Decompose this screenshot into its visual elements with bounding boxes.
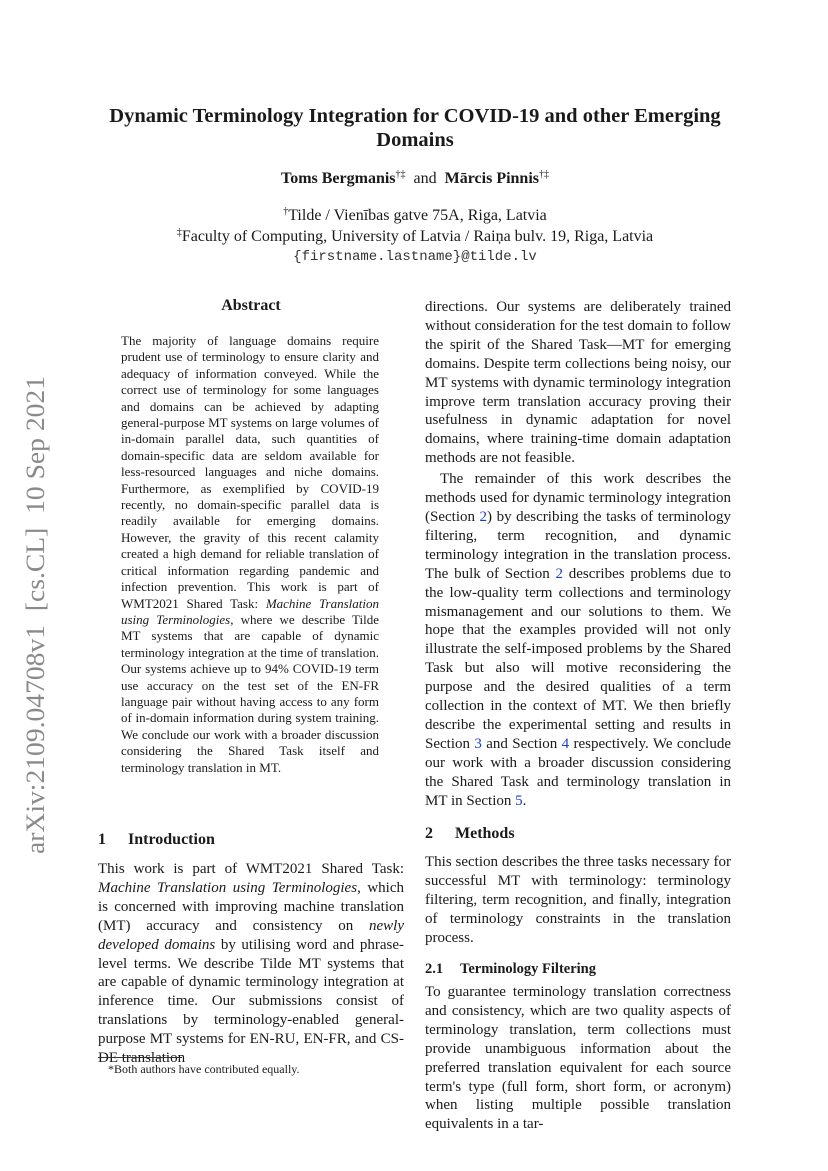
section-1-title: Introduction [128,831,215,848]
ref-section-5-link[interactable]: 5 [515,792,523,809]
author-1-name: Toms Bergmanis [280,170,396,187]
right-column [425,298,731,1134]
abstract-text-1: The majority of language domains require prudent use of terminology to ensure clarity and adequacy of information conveyed. While the correct use of terminology for some languages and domains can be achieved by adapting general-purpose MT systems on large volumes of in-domain parallel data, such quantities of domain-specific data are seldom available for less-resourced languages and niche domains. Furthermore, as exemplified by COVID-19 recently, no domain-specific parallel data is readily available for emerging domains. However, the gravity of this recent calamity created a high demand for reliable translation of critical information regarding pandemic and infection prevention. This work is part of WMT2021 Shared Task: [121,333,379,611]
outline-text-2: ) by describing the tasks of terminology filtering, term recognition, and dynamic terminology integration in the translation process. The bulk of Section [425,508,731,582]
section-2-title: Methods [455,825,515,843]
abstract-text-2: , where we describe Tilde MT systems that are capable of dynamic terminology integration at the time of translation. Our systems achieve up to 94% COVID-19 term use accuracy on the test set of the EN-FR language pair without having access to any form of in-domain information during system training. We conclude our work with a broader discussion considering the Shared Task itself and terminology translation in MT. [121,611,380,775]
section-1-number: 1 [98,831,106,848]
intro-task-name: Machine Translation using Terminologies [98,879,358,896]
footnote: *Both authors have contributed equally. [108,1062,300,1076]
affiliation-2-text: Faculty of Computing, University of Latvia / Raiņa bulv. 19, Riga, Latvia [181,228,654,245]
section-2-heading [425,824,731,844]
abstract-task-name: Machine Translation using Terminologies [121,595,379,627]
author-2-marks: †‡ [539,169,549,180]
author-separator: and [413,170,437,187]
outline-text-5: respectively. We conclude our work with a broader discussion considering the Shared Task and terminology translation in MT in Section [425,735,732,809]
affiliation-1-mark: † [283,206,289,217]
intro-text-1: This work is part of WMT2021 Shared Task: [98,861,404,877]
intro-text-2: , which is concerned with improving machine translation (MT) accuracy and consistency on [98,879,404,934]
affiliation-1-text: Tilde / Vienības gatve 75A, Riga, Latvia [288,207,547,224]
filtering-paragraph: To guarantee terminology translation correctness and consistency, which are two quality aspects of terminology translation, term collections must provide unambiguous information about the preferred translation equivalent for each source term's type (full form, short form, or acronym) when listing multiple possible translation equivalents in a tar- [425,984,731,1133]
section-1-heading [98,830,404,850]
author-1-marks: †‡ [395,169,406,180]
paper-title: Dynamic Terminology Integration for COVID-19 and other Emerging Domains [109,105,721,151]
author-2-name: Mārcis Pinnis [444,170,539,187]
subsection-2-1-number: 2.1 [425,961,444,977]
arxiv-identifier-text: arXiv:2109.04708v1 [cs.CL] 10 Sep 2021 [21,403,50,854]
intro-text-3: by utilising word and phrase-level terms. We describe Tilde MT systems that are capable of dynamic terminology integration at inference time. Our submissions consist of translations by terminology-enabled general-purpose MT systems for EN-RU, EN-FR, and CS-DE translation [98,936,404,1067]
intro-emphasis: newly developed domains [98,917,404,953]
affiliation-2 [100,227,730,247]
author-email: {firstname.lastname}@tilde.lv [293,249,537,265]
ref-section-3-link[interactable]: 3 [474,735,482,752]
intro-continuation: directions. Our systems are deliberately trained without consideration for the test domain to follow the spirit of the Shared Task—MT for emerging domains. Despite term collections being noisy, our MT systems with dynamic terminology integration improve term translation accuracy proving their usefulness in dynamic adaptation for novel domains, where training-time domain adaptation methods are not feasible. [425,299,731,467]
subsection-2-1-title: Terminology Filtering [460,961,596,977]
abstract-heading: Abstract [221,297,281,314]
left-column [98,830,404,1068]
author-line [100,169,730,189]
section-2-number: 2 [425,825,433,843]
abstract-body [121,333,379,776]
subsection-2-1-heading [425,960,731,978]
ref-section-2-link-2[interactable]: 2 [555,565,563,582]
outline-text-6: . [522,792,527,809]
outline-text-1: The remainder of this work describes the methods used for dynamic terminology integration (Section [425,471,731,525]
outline-paragraph [425,470,731,810]
arxiv-identifier [6,370,56,860]
outline-text-3: describes problems due to the low-quality term collections and terminology mismanagement and our solutions to them. We hope that the examples provided will not only illustrate the self-imposed problems by the Shared Task but also will motive reconsidering the purpose and the desired qualities of a term collection in the context of MT. We then briefly describe the experimental setting and results in Section [425,565,731,752]
footnote-rule [98,1057,182,1058]
affiliation-1 [100,206,730,226]
methods-intro-paragraph: This section describes the three tasks necessary for successful MT with terminology: terminology filtering, term recognition, and finally, integration of terminology constraints in the translation process. [425,854,731,947]
ref-section-4-link[interactable]: 4 [561,735,570,752]
ref-section-2-link[interactable]: 2 [479,508,488,525]
intro-paragraph [98,860,404,1068]
affiliation-2-mark: ‡ [176,227,182,238]
outline-text-4: and Section [481,735,562,752]
